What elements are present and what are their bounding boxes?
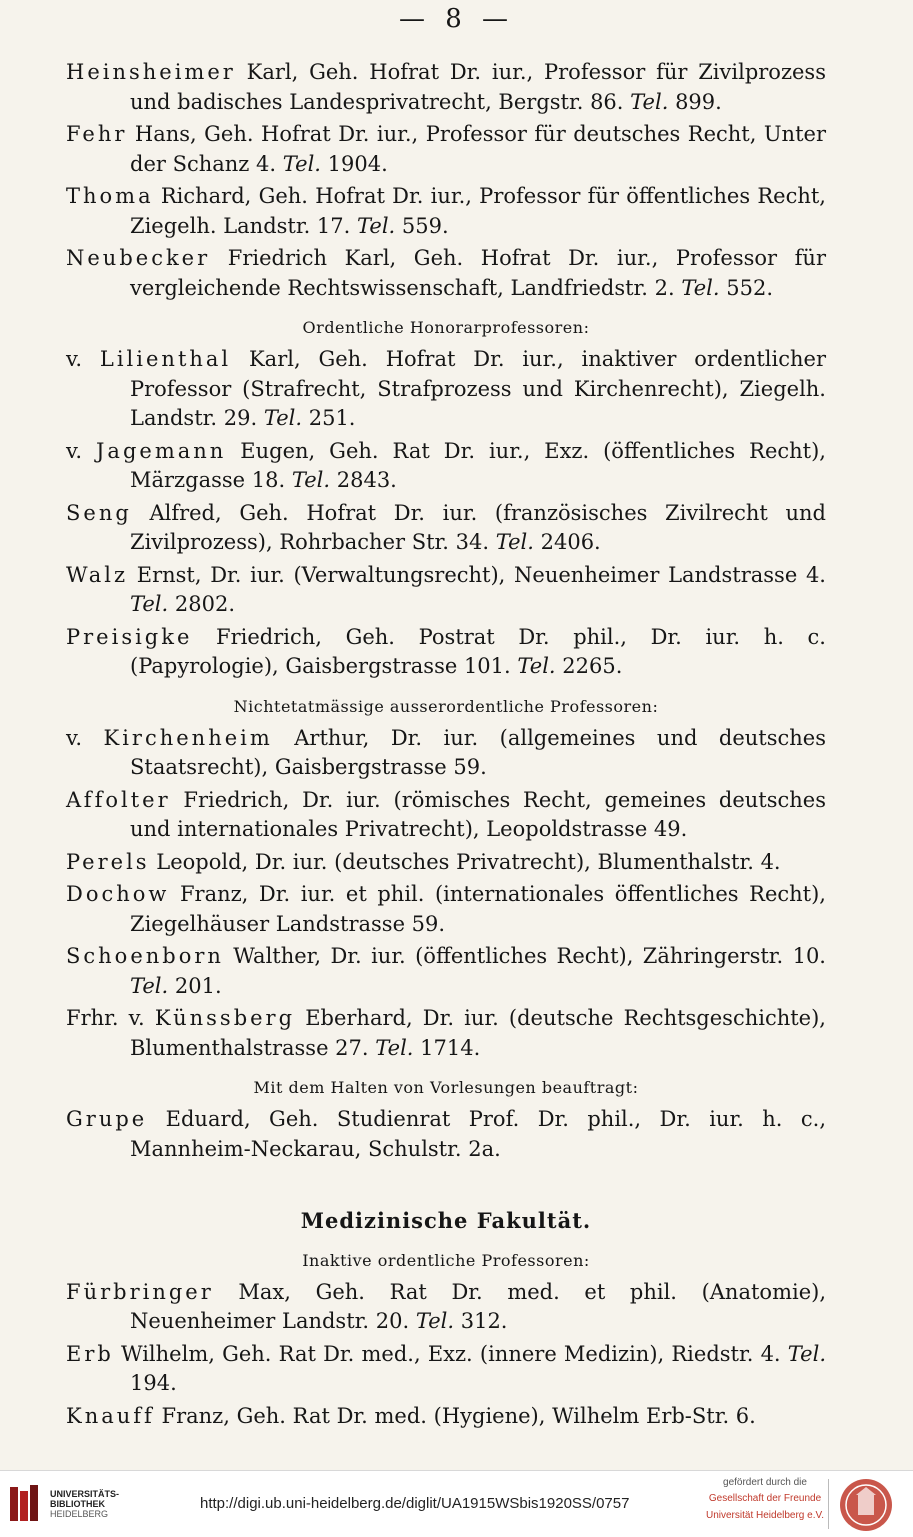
entry-surname: Preisigke — [66, 624, 193, 649]
directory-entry — [66, 786, 826, 845]
entry-details: Eugen, Geh. Rat Dr. iur., Exz. (öffentliches Recht), Märzgasse 18. — [130, 438, 826, 492]
entry-surname: Seng — [66, 500, 132, 525]
entry-surname: Neubecker — [66, 246, 211, 270]
directory-entry — [66, 58, 826, 117]
entry-surname: Schoenborn — [66, 944, 224, 968]
entry-tel-label: Tel. — [495, 530, 534, 554]
entry-tel-number: 1904. — [327, 151, 388, 176]
entry-surname: Künssberg — [154, 1006, 296, 1030]
sponsor-intro: gefördert durch die — [723, 1477, 807, 1488]
section-subheading: Inaktive ordentliche Professoren: — [302, 1250, 590, 1270]
entry-tel-number: 2802. — [174, 592, 236, 616]
footer-bar — [0, 1470, 913, 1537]
entry-tel-label: Tel. — [681, 275, 720, 300]
entry-surname: Thoma — [66, 184, 154, 208]
entry-surname: Grupe — [66, 1107, 148, 1131]
library-line-1: UNIVERSITÄTS- — [50, 1489, 120, 1499]
entry-details: Ernst, Dr. iur. (Verwaltungsrecht), Neuenheimer Landstrasse 4. — [136, 562, 826, 587]
entry-details: Karl, Geh. Hofrat Dr. iur., inaktiver ordentlicher Professor (Strafrecht, Strafprozess und Kirchenrecht), Ziegelh. Landstr. 29. — [130, 347, 826, 430]
entry-surname: Fürbringer — [66, 1279, 214, 1304]
library-line-3: HEIDELBERG — [50, 1509, 109, 1519]
entry-tel-number: 2406. — [540, 530, 601, 554]
entry-tel-number: 251. — [308, 406, 356, 430]
footer-divider — [828, 1479, 829, 1529]
directory-entry — [66, 499, 826, 558]
entry-details: Leopold, Dr. iur. (deutsches Privatrecht), Blumenthalstr. 4. — [156, 849, 781, 874]
entry-tel-number: 194. — [130, 1371, 177, 1395]
entry-tel-label: Tel. — [415, 1309, 455, 1333]
directory-entry — [66, 244, 826, 303]
entry-tel-label: Tel. — [517, 654, 556, 678]
entry-surname: Erb — [66, 1341, 114, 1366]
entry-details: Franz, Geh. Rat Dr. med. (Hygiene), Wilhelm Erb-Str. 6. — [161, 1403, 756, 1428]
directory-entry — [66, 437, 826, 496]
entry-tel-number: 899. — [675, 89, 722, 114]
entry-details: Hans, Geh. Hofrat Dr. iur., Professor für deutsches Recht, Unter der Schanz 4. — [130, 122, 826, 176]
directory-entry — [66, 1004, 826, 1063]
entry-details: Arthur, Dr. iur. (allgemeines und deutsches Staatsrecht), Gaisbergstrasse 59. — [130, 725, 826, 779]
entry-surname: Heinsheimer — [66, 60, 236, 84]
entry-details: Eduard, Geh. Studienrat Prof. Dr. phil., Dr. iur. h. c., Mannheim-Neckarau, Schulstr. 2a. — [130, 1107, 827, 1161]
entry-tel-number: 552. — [726, 275, 774, 300]
entry-tel-label: Tel. — [375, 1035, 414, 1060]
permalink-url[interactable]: http://digi.ub.uni-heidelberg.de/diglit/UA1915WSbis1920SS/0757 — [200, 1495, 630, 1512]
page-number: — 8 — — [398, 4, 515, 34]
directory-entry — [66, 1402, 826, 1432]
directory-entry — [66, 1278, 826, 1337]
entry-surname: Kirchenheim — [103, 725, 273, 750]
entry-details: Franz, Dr. iur. et phil. (internationales öffentliches Recht), Ziegelhäuser Landstrasse 59. — [130, 882, 826, 936]
faculty-heading: Medizinische Fakultät. — [300, 1208, 592, 1233]
entry-details: Richard, Geh. Hofrat Dr. iur., Professor für öffentliches Recht, Ziegelh. Landstr. 17. — [130, 184, 826, 238]
directory-entry — [66, 848, 826, 878]
entry-surname: Lilienthal — [99, 347, 232, 371]
entry-tel-label: Tel. — [630, 89, 669, 114]
entry-surname: Jagemann — [96, 438, 227, 463]
directory-entry — [66, 623, 826, 682]
entry-prefix: v. — [66, 438, 97, 463]
entry-prefix: Frhr. v. — [66, 1006, 155, 1030]
entry-details: Friedrich Karl, Geh. Hofrat Dr. iur., Professor für vergleichende Rechtswissenschaft, Landfriedstr. 2. — [130, 246, 826, 300]
entry-tel-number: 201. — [174, 973, 222, 998]
section-subheading: Nichtetatmässige ausserordentliche Professoren: — [233, 696, 659, 716]
section-subheading: Mit dem Halten von Vorlesungen beauftragt: — [253, 1078, 639, 1097]
directory-entry — [66, 1340, 826, 1399]
entry-details: Eberhard, Dr. iur. (deutsche Rechtsgeschichte), Blumenthalstrasse 27. — [130, 1006, 826, 1060]
sponsor-org-line-2: Universität Heidelberg e.V. — [705, 1510, 825, 1521]
entry-surname: Fehr — [66, 122, 128, 146]
entry-details: Wilhelm, Geh. Rat Dr. med., Exz. (innere Medizin), Riedstr. 4. — [121, 1341, 781, 1366]
directory-entry — [66, 120, 826, 179]
directory-content — [66, 58, 826, 1434]
entry-tel-label: Tel. — [787, 1341, 826, 1366]
entry-surname: Knauff — [66, 1403, 155, 1428]
entry-surname: Walz — [66, 562, 129, 587]
sponsor-block[interactable] — [705, 1477, 825, 1522]
directory-entry — [66, 345, 826, 434]
section-subheading: Ordentliche Honorarprofessoren: — [302, 318, 590, 337]
entry-details: Alfred, Geh. Hofrat Dr. iur. (französisches Zivilrecht und Zivilprozess), Rohrbacher Str. 34. — [130, 500, 826, 554]
directory-entry — [66, 1105, 826, 1164]
entry-details: Max, Geh. Rat Dr. med. et phil. (Anatomie), Neuenheimer Landstr. 20. — [130, 1279, 826, 1333]
entry-surname: Affolter — [66, 787, 171, 812]
university-library-logo-icon[interactable] — [8, 1483, 42, 1525]
entry-surname: Dochow — [66, 882, 170, 906]
entry-tel-number: 559. — [401, 213, 449, 238]
entry-tel-number: 1714. — [420, 1035, 481, 1060]
directory-entry — [66, 942, 826, 1001]
directory-entry — [66, 724, 826, 783]
entry-tel-label: Tel. — [282, 151, 321, 176]
entry-prefix: v. — [66, 725, 104, 750]
library-name[interactable] — [50, 1489, 119, 1519]
entry-details: Friedrich, Dr. iur. (römisches Recht, gemeines deutsches und internationales Privatrecht), Leopoldstrasse 49. — [130, 787, 826, 841]
entry-surname: Perels — [66, 849, 150, 874]
directory-entry — [66, 182, 826, 241]
entry-details: Karl, Geh. Hofrat Dr. iur., Professor für Zivilprozess und badisches Landesprivatrecht, Bergstr. 86. — [130, 60, 826, 114]
entry-tel-label: Tel. — [357, 213, 396, 238]
entry-details: Friedrich, Geh. Postrat Dr. phil., Dr. iur. h. c. (Papyrologie), Gaisbergstrasse 101. — [130, 624, 826, 678]
directory-entry — [66, 561, 826, 620]
entry-prefix: v. — [66, 347, 100, 371]
entry-tel-label: Tel. — [130, 973, 169, 998]
university-seal-icon[interactable] — [838, 1477, 894, 1533]
entry-details: Walther, Dr. iur. (öffentliches Recht), Zähringerstr. 10. — [233, 944, 826, 968]
entry-tel-label: Tel. — [263, 406, 303, 430]
entry-tel-number: 312. — [460, 1309, 508, 1333]
library-line-2: BIBLIOTHEK — [50, 1499, 105, 1509]
entry-tel-label: Tel. — [291, 468, 331, 492]
entry-tel-label: Tel. — [130, 592, 169, 616]
entry-tel-number: 2843. — [336, 468, 397, 492]
entry-tel-number: 2265. — [562, 654, 623, 678]
sponsor-org-line-1: Gesellschaft der Freunde — [708, 1493, 822, 1504]
directory-entry — [66, 880, 826, 939]
